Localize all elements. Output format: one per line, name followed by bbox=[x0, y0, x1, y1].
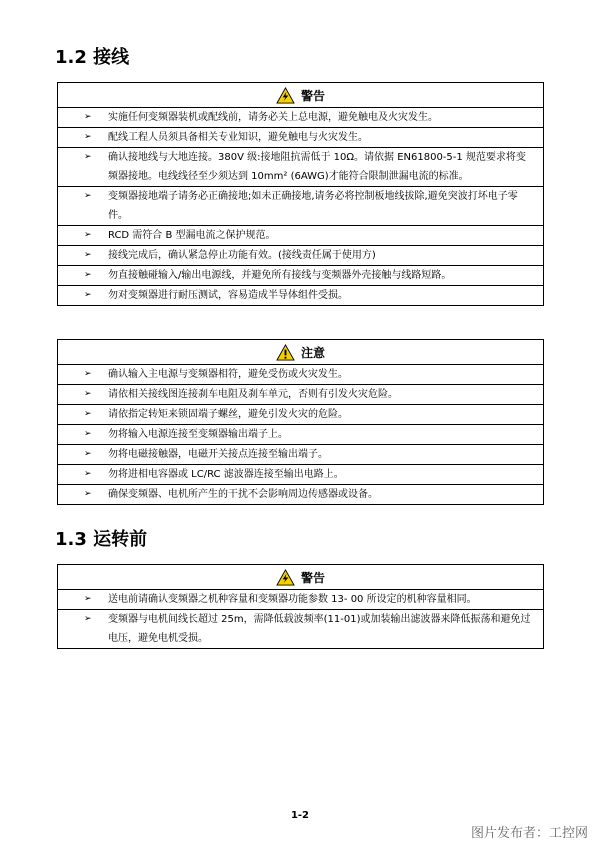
caution-box bbox=[57, 339, 544, 505]
watermark: 图片发布者：工控网 bbox=[470, 826, 588, 841]
box-header bbox=[58, 565, 543, 590]
bullet-arrow-icon: ➢ bbox=[84, 152, 92, 162]
bullet-arrow-icon: ➢ bbox=[84, 191, 92, 201]
list-item-text: RCD 需符合 B 型漏电流之保护规范。 bbox=[108, 230, 276, 241]
bullet-arrow-icon: ➢ bbox=[84, 594, 92, 604]
bullet-arrow-icon: ➢ bbox=[84, 469, 92, 479]
bullet-arrow-icon: ➢ bbox=[84, 449, 92, 459]
list-item bbox=[58, 226, 543, 246]
list-item-text: 变频器接地端子请务必正确接地;如未正确接地,请务必将控制板地线拔除,避免突波打坏电子零件。 bbox=[108, 191, 518, 221]
page-number: 1-2 bbox=[290, 810, 310, 821]
warning-box bbox=[57, 564, 544, 649]
list-item bbox=[58, 445, 543, 465]
list-item-text: 变频器与电机间线长超过 25m，需降低载波频率(11-01)或加装输出滤波器来降低振荡和避免过电压，避免电机受损。 bbox=[108, 614, 531, 644]
bullet-arrow-icon: ➢ bbox=[84, 290, 92, 300]
list-item-text: 请依相关接线图连接刹车电阻及刹车单元，否则有引发火灾危险。 bbox=[108, 389, 398, 400]
bullet-arrow-icon: ➢ bbox=[84, 250, 92, 260]
list-item-text: 接线完成后，确认紧急停止功能有效。(接线责任属于使用方) bbox=[108, 250, 376, 261]
box-header bbox=[58, 340, 543, 365]
list-item bbox=[58, 128, 543, 148]
list-item bbox=[58, 246, 543, 266]
list-item-text: 确认输入主电源与变频器相符，避免受伤或火灾发生。 bbox=[108, 369, 348, 380]
bullet-arrow-icon: ➢ bbox=[84, 429, 92, 439]
list-item bbox=[58, 405, 543, 425]
list-item bbox=[58, 187, 543, 226]
section-heading-1-2: 1.2 接线 bbox=[55, 47, 130, 68]
list-item bbox=[58, 385, 543, 405]
bullet-arrow-icon: ➢ bbox=[84, 270, 92, 280]
warning-box bbox=[57, 82, 544, 306]
bullet-arrow-icon: ➢ bbox=[84, 369, 92, 379]
list-item bbox=[58, 465, 543, 485]
bullet-arrow-icon: ➢ bbox=[84, 389, 92, 399]
list-item bbox=[58, 485, 543, 504]
bullet-arrow-icon: ➢ bbox=[84, 230, 92, 240]
list-item-text: 确认接地线与大地连接。380V 级:接地阻抗需低于 10Ω。请依据 EN61800-5-1 规范要求将变频器接地。电线线径至少须达到 10mm² (6AWG)才能符合限制泄漏电流的标准。 bbox=[108, 152, 526, 182]
list-item-text: 配线工程人员须具备相关专业知识，避免触电与火灾发生。 bbox=[108, 132, 368, 143]
list-item-text: 勿直接触碰输入/输出电源线，并避免所有接线与变频器外壳接触与线路短路。 bbox=[108, 270, 452, 281]
bullet-arrow-icon: ➢ bbox=[84, 112, 92, 122]
bullet-arrow-icon: ➢ bbox=[84, 614, 92, 624]
list-item bbox=[58, 425, 543, 445]
box-header-label: 警告 bbox=[300, 570, 325, 585]
list-item-text: 确保变频器、电机所产生的干扰不会影响周边传感器或设备。 bbox=[108, 489, 378, 500]
list-item-text: 勿将进相电容器或 LC/RC 滤波器连接至输出电路上。 bbox=[108, 469, 344, 480]
list-item bbox=[58, 610, 543, 648]
list-item bbox=[58, 266, 543, 286]
electric-hazard-icon bbox=[276, 87, 295, 104]
list-item bbox=[58, 148, 543, 187]
list-item-text: 勿对变频器进行耐压测试，容易造成半导体组件受损。 bbox=[108, 290, 348, 301]
list-item-text: 勿将输入电源连接至变频器输出端子上。 bbox=[108, 429, 288, 440]
list-item-text: 勿将电磁接触器，电磁开关接点连接至输出端子。 bbox=[108, 449, 328, 460]
electric-hazard-icon bbox=[276, 569, 295, 586]
box-header-label: 注意 bbox=[300, 345, 325, 360]
list-item-text: 实施任何变频器装机或配线前，请务必关上总电源，避免触电及火灾发生。 bbox=[108, 112, 438, 123]
section-heading-1-3: 1.3 运转前 bbox=[55, 529, 148, 550]
list-item-text: 送电前请确认变频器之机种容量和变频器功能参数 13- 00 所设定的机种容量相同。 bbox=[108, 594, 477, 605]
list-item bbox=[58, 590, 543, 610]
box-header-label: 警告 bbox=[300, 88, 325, 103]
list-item bbox=[58, 108, 543, 128]
bullet-arrow-icon: ➢ bbox=[84, 489, 92, 499]
list-item bbox=[58, 365, 543, 385]
bullet-arrow-icon: ➢ bbox=[84, 409, 92, 419]
bullet-arrow-icon: ➢ bbox=[84, 132, 92, 142]
list-item bbox=[58, 286, 543, 305]
list-item-text: 请依指定转矩来锁固端子螺丝，避免引发火灾的危险。 bbox=[108, 409, 348, 420]
box-header bbox=[58, 83, 543, 108]
caution-icon bbox=[276, 344, 295, 361]
